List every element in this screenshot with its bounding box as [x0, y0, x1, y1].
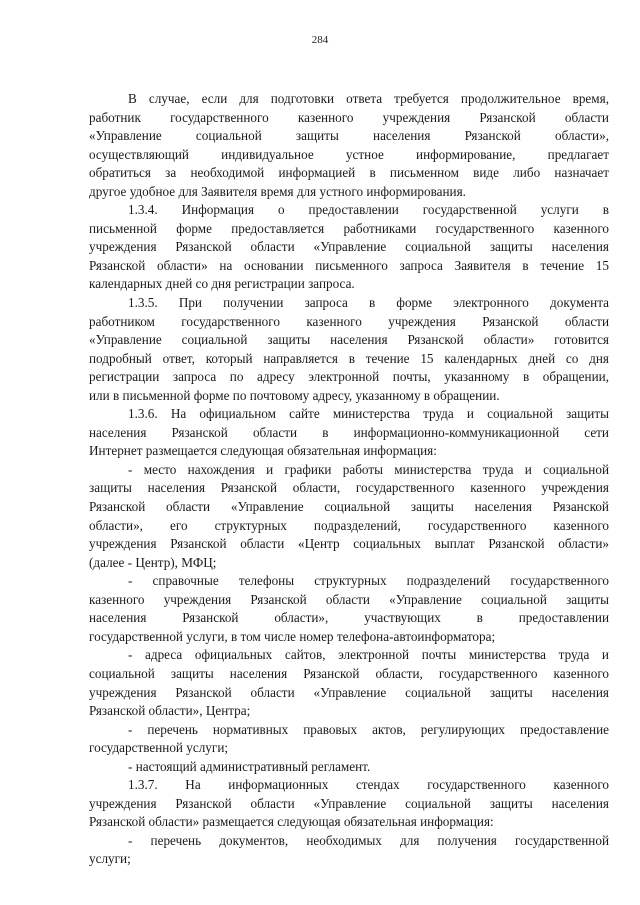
text-line: - перечень нормативных правовых актов, регулирующих предоставление: [128, 721, 609, 737]
text-line: регистрации запроса по адресу электронной почты, указанному в обращении,: [89, 369, 609, 385]
page-number: 284: [311, 34, 329, 46]
text-line: (далее - Центр), МФЦ;: [89, 554, 217, 570]
text-line: письменной форме предоставляется работниками государственного казенного: [89, 220, 609, 236]
text-line: учреждения Рязанской области «Управление социальной защиты населения: [89, 684, 609, 700]
text-line: другое удобное для Заявителя время для устного информирования.: [89, 183, 466, 199]
text-line: населения Рязанской области в информационно-коммуникационной сети: [89, 424, 609, 440]
text-line: области», его структурных подразделений, государственного казенного: [89, 517, 609, 533]
text-line: государственной услуги, в том числе номер телефона-автоинформатора;: [89, 628, 496, 644]
text-line: населения Рязанской области», участвующих в предоставлении: [89, 610, 609, 626]
text-line: Интернет размещается следующая обязательная информация:: [89, 443, 437, 459]
document-body: [89, 90, 609, 869]
text-line: «Управление социальной защиты населения Рязанской области»,: [89, 128, 609, 144]
text-line: 1.3.6. На официальном сайте министерства труда и социальной защиты: [128, 406, 609, 422]
text-line: учреждения Рязанской области «Центр социальных выплат Рязанской области»: [89, 536, 609, 552]
text-line: «Управление социальной защиты населения Рязанской области» готовится: [89, 332, 609, 348]
text-line: учреждения Рязанской области «Управление социальной защиты населения: [89, 239, 609, 255]
text-line: - справочные телефоны структурных подразделений государственного: [128, 573, 609, 589]
text-line: обратиться за необходимой информацией в письменном виде либо назначает: [89, 165, 609, 181]
text-line: - перечень документов, необходимых для получения государственной: [128, 832, 609, 848]
text-line: - место нахождения и графики работы министерства труда и социальной: [128, 461, 609, 477]
text-line: 1.3.4. Информация о предоставлении государственной услуги в: [128, 202, 609, 218]
text-line: Рязанской области» на основании письменного запроса Заявителя в течение 15: [89, 257, 609, 273]
text-line: - настоящий административный регламент.: [128, 758, 371, 774]
text-line: или в письменной форме по почтовому адресу, указанному в обращении.: [89, 387, 500, 403]
text-line: защиты населения Рязанской области, государственного казенного учреждения: [89, 480, 609, 496]
text-line: календарных дней со дня регистрации запроса.: [89, 276, 355, 292]
text-line: учреждения Рязанской области «Управление социальной защиты населения: [89, 795, 609, 811]
text-line: подробный ответ, который направляется в течение 15 календарных дней со дня: [89, 350, 609, 366]
text-line: государственной услуги;: [89, 740, 229, 756]
text-line: Рязанской области «Управление социальной защиты населения Рязанской: [89, 499, 609, 515]
text-line: услуги;: [89, 851, 131, 867]
text-line: работник государственного казенного учреждения Рязанской области: [89, 109, 609, 125]
text-line: социальной защиты населения Рязанской области, государственного казенного: [89, 665, 609, 681]
text-line: Рязанской области», Центра;: [89, 703, 251, 719]
text-line: осуществляющий индивидуальное устное информирование, предлагает: [89, 146, 609, 162]
text-line: работником государственного казенного учреждения Рязанской области: [89, 313, 609, 329]
text-line: Рязанской области» размещается следующая обязательная информация:: [89, 814, 494, 830]
text-line: 1.3.5. При получении запроса в форме электронного документа: [128, 295, 609, 311]
text-line: - адреса официальных сайтов, электронной почты министерства труда и: [128, 647, 609, 663]
text-line: казенного учреждения Рязанской области «Управление социальной защиты: [89, 591, 609, 607]
text-line: 1.3.7. На информационных стендах государственного казенного: [128, 777, 609, 793]
text-line: В случае, если для подготовки ответа требуется продолжительное время,: [128, 91, 609, 106]
